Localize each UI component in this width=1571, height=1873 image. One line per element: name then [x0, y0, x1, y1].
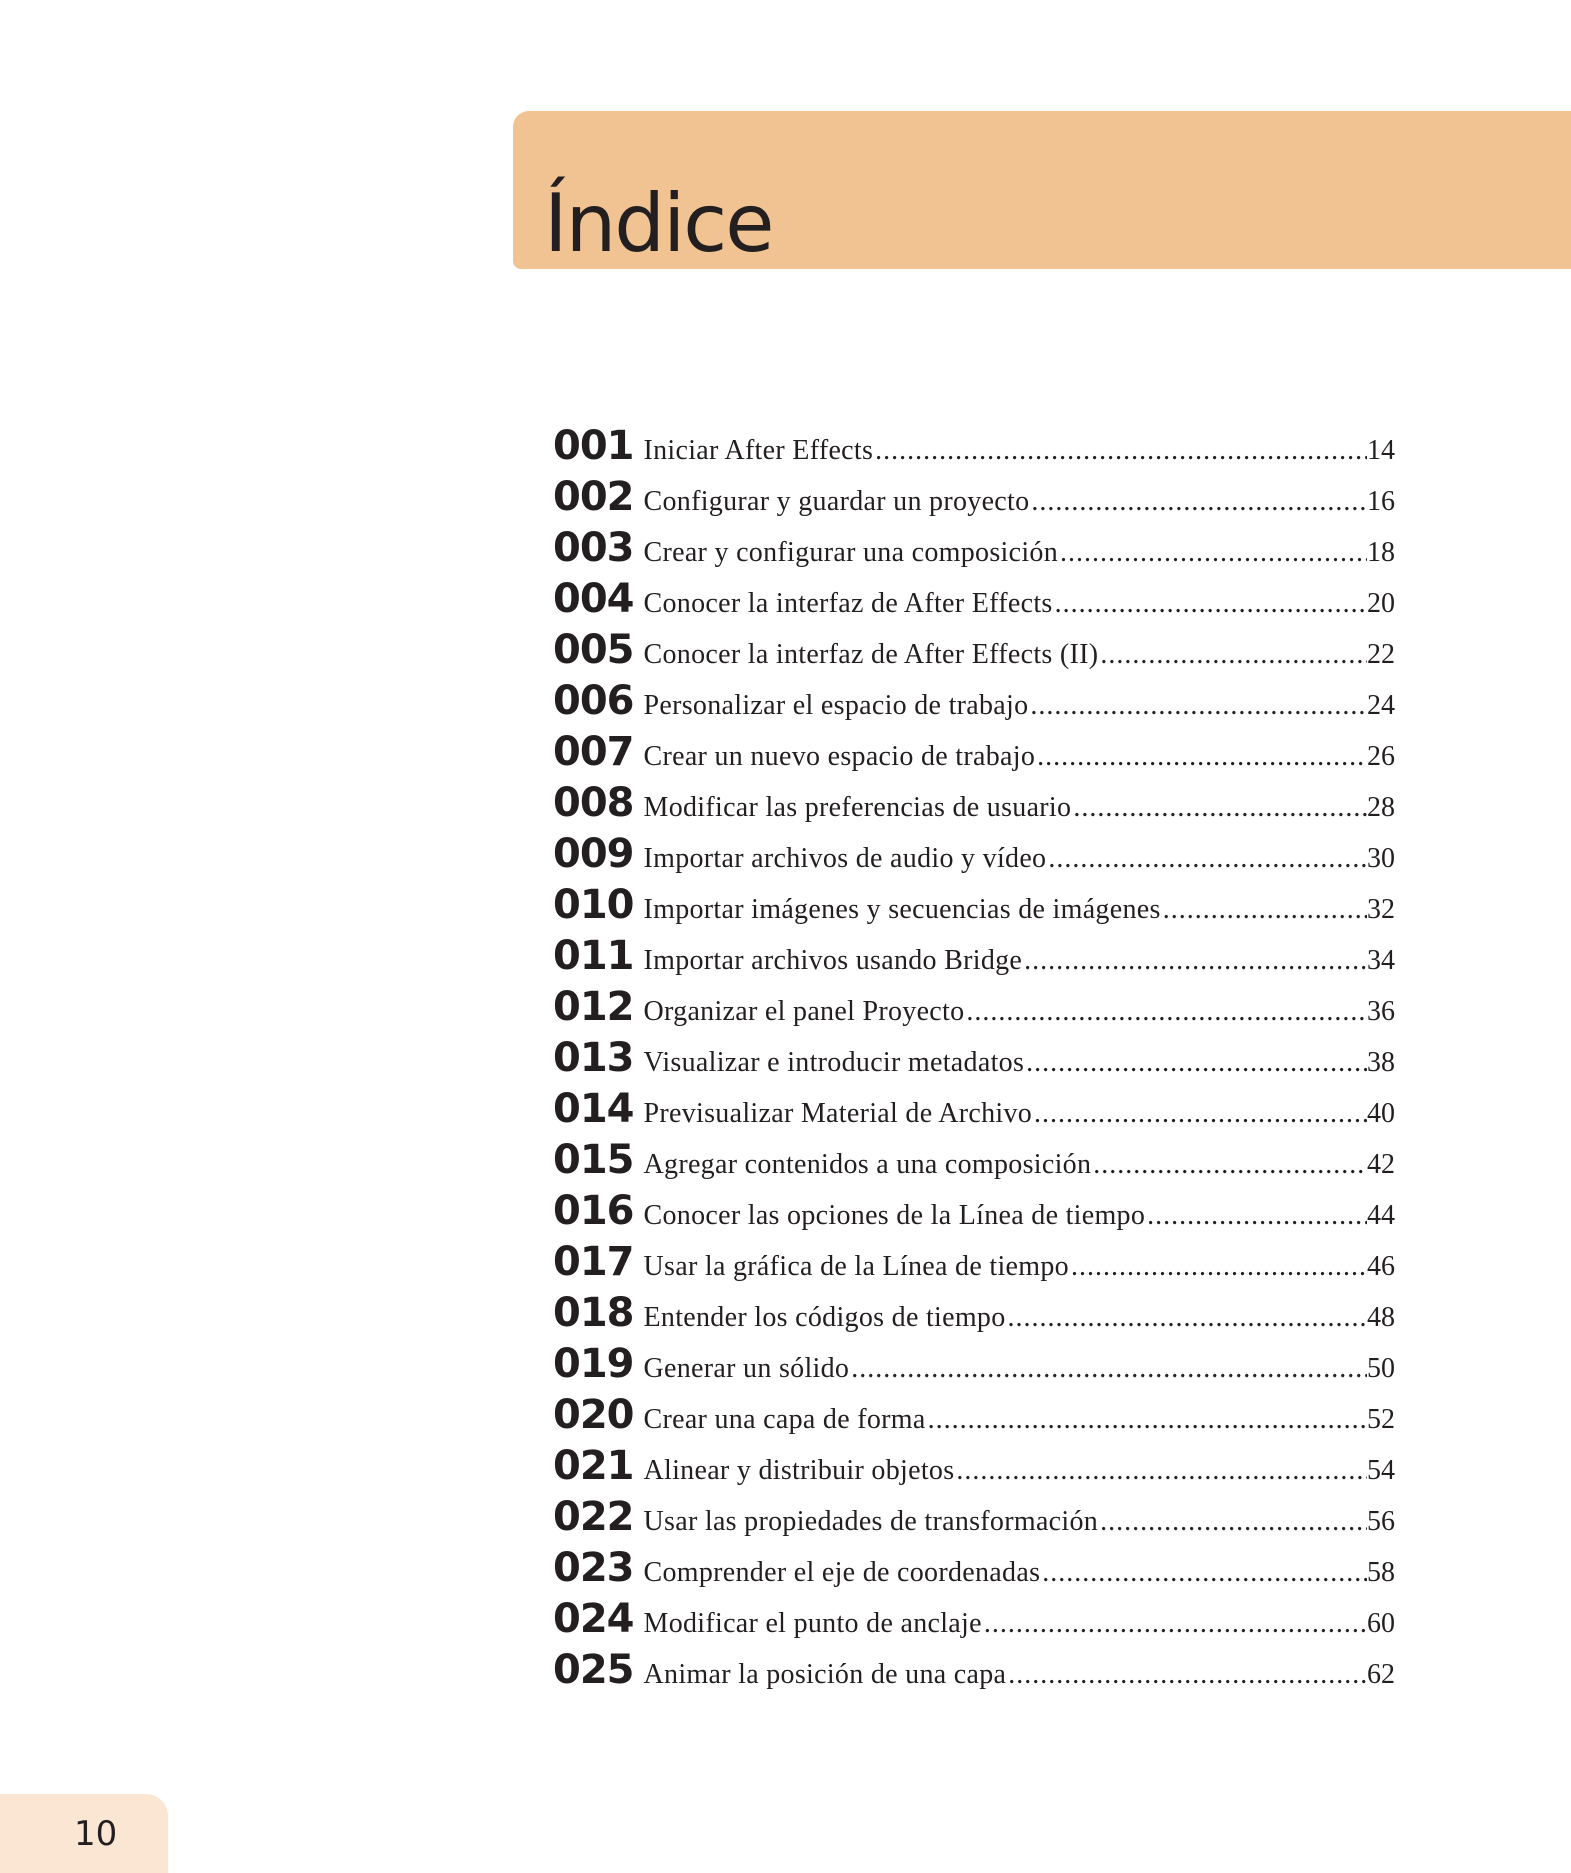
entry-page-number: 50 [1367, 1353, 1395, 1384]
toc-entry[interactable] [553, 1339, 1395, 1390]
dot-leader [1006, 1649, 1367, 1700]
entry-number: 009 [553, 831, 634, 877]
toc-entry[interactable] [553, 625, 1395, 676]
toc-entry[interactable] [553, 1084, 1395, 1135]
dot-leader [964, 986, 1367, 1037]
toc-entry[interactable] [553, 421, 1395, 472]
toc-entry[interactable] [553, 880, 1395, 931]
entry-title: Crear y configurar una composición [643, 537, 1059, 568]
entry-page-number: 18 [1367, 537, 1395, 568]
entry-title: Entender los códigos de tiempo [643, 1302, 1006, 1333]
dot-leader [1029, 476, 1367, 527]
dot-leader [1032, 1088, 1367, 1139]
entry-page-number: 40 [1367, 1098, 1395, 1129]
entry-number: 025 [553, 1647, 634, 1693]
entry-number: 022 [553, 1494, 634, 1540]
dot-leader [926, 1394, 1367, 1445]
dot-leader [1035, 731, 1367, 782]
toc-entry[interactable] [553, 829, 1395, 880]
toc-entry[interactable] [553, 523, 1395, 574]
entry-title: Personalizar el espacio de trabajo [643, 690, 1029, 721]
entry-page-number: 16 [1367, 486, 1395, 517]
entry-title: Iniciar After Effects [643, 435, 874, 466]
dot-leader [1058, 527, 1367, 578]
dot-leader [1161, 884, 1367, 935]
entry-title: Conocer las opciones de la Línea de tiempo [643, 1200, 1146, 1231]
entry-page-number: 32 [1367, 894, 1395, 925]
table-of-contents [553, 421, 1395, 1696]
entry-number: 017 [553, 1239, 634, 1285]
entry-number: 019 [553, 1341, 634, 1387]
entry-number: 018 [553, 1290, 634, 1336]
toc-entry[interactable] [553, 931, 1395, 982]
entry-number: 014 [553, 1086, 634, 1132]
dot-leader [1046, 833, 1367, 884]
entry-number: 013 [553, 1035, 634, 1081]
dot-leader [982, 1598, 1367, 1649]
entry-page-number: 14 [1367, 435, 1395, 466]
entry-number: 004 [553, 576, 634, 622]
entry-page-number: 22 [1367, 639, 1395, 670]
entry-page-number: 52 [1367, 1404, 1395, 1435]
toc-entry[interactable] [553, 982, 1395, 1033]
entry-title: Comprender el eje de coordenadas [643, 1557, 1041, 1588]
entry-number: 016 [553, 1188, 634, 1234]
entry-number: 015 [553, 1137, 634, 1183]
entry-number: 002 [553, 474, 634, 520]
dot-leader [1098, 629, 1367, 680]
entry-number: 023 [553, 1545, 634, 1591]
entry-number: 010 [553, 882, 634, 928]
entry-number: 001 [553, 423, 634, 469]
entry-page-number: 26 [1367, 741, 1395, 772]
dot-leader [849, 1343, 1367, 1394]
entry-number: 024 [553, 1596, 634, 1642]
entry-title: Organizar el panel Proyecto [643, 996, 965, 1027]
entry-number: 021 [553, 1443, 634, 1489]
entry-title: Animar la posición de una capa [643, 1659, 1007, 1690]
entry-page-number: 34 [1367, 945, 1395, 976]
entry-page-number: 62 [1367, 1659, 1395, 1690]
entry-page-number: 46 [1367, 1251, 1395, 1282]
entry-page-number: 24 [1367, 690, 1395, 721]
entry-title: Crear un nuevo espacio de trabajo [643, 741, 1036, 772]
toc-entry[interactable] [553, 1543, 1395, 1594]
entry-title: Alinear y distribuir objetos [643, 1455, 955, 1486]
entry-title: Importar archivos de audio y vídeo [643, 843, 1047, 874]
entry-page-number: 28 [1367, 792, 1395, 823]
dot-leader [1069, 1241, 1367, 1292]
entry-title: Conocer la interfaz de After Effects (II) [643, 639, 1099, 670]
dot-leader [1022, 935, 1367, 986]
entry-title: Importar imágenes y secuencias de imágenes [643, 894, 1161, 925]
entry-title: Visualizar e introducir metadatos [643, 1047, 1025, 1078]
dot-leader [1040, 1547, 1367, 1598]
entry-title: Crear una capa de forma [643, 1404, 926, 1435]
entry-number: 011 [553, 933, 634, 979]
toc-entry[interactable] [553, 1186, 1395, 1237]
entry-title: Modificar el punto de anclaje [643, 1608, 982, 1639]
dot-leader [954, 1445, 1367, 1496]
toc-entry[interactable] [553, 1594, 1395, 1645]
entry-page-number: 36 [1367, 996, 1395, 1027]
entry-page-number: 20 [1367, 588, 1395, 619]
entry-title: Agregar contenidos a una composición [643, 1149, 1092, 1180]
page-number: 10 [74, 1814, 118, 1854]
dot-leader [873, 425, 1367, 476]
toc-entry[interactable] [553, 472, 1395, 523]
toc-entry[interactable] [553, 778, 1395, 829]
dot-leader [1024, 1037, 1367, 1088]
entry-title: Generar un sólido [643, 1353, 850, 1384]
dot-leader [1028, 680, 1367, 731]
entry-page-number: 30 [1367, 843, 1395, 874]
dot-leader [1006, 1292, 1367, 1343]
entry-title: Importar archivos usando Bridge [643, 945, 1023, 976]
entry-title: Previsualizar Material de Archivo [643, 1098, 1033, 1129]
toc-entry[interactable] [553, 676, 1395, 727]
entry-number: 020 [553, 1392, 634, 1438]
entry-page-number: 54 [1367, 1455, 1395, 1486]
toc-entry[interactable] [553, 574, 1395, 625]
dot-leader [1053, 578, 1367, 629]
page-title: Índice [544, 177, 773, 270]
entry-title: Usar las propiedades de transformación [643, 1506, 1099, 1537]
entry-title: Conocer la interfaz de After Effects [643, 588, 1053, 619]
entry-page-number: 58 [1367, 1557, 1395, 1588]
toc-entry[interactable] [553, 1033, 1395, 1084]
toc-entry[interactable] [553, 1288, 1395, 1339]
entry-number: 005 [553, 627, 634, 673]
entry-number: 007 [553, 729, 634, 775]
dot-leader [1145, 1190, 1367, 1241]
toc-entry[interactable] [553, 1390, 1395, 1441]
dot-leader [1091, 1139, 1367, 1190]
entry-page-number: 60 [1367, 1608, 1395, 1639]
entry-title: Modificar las preferencias de usuario [643, 792, 1072, 823]
toc-entry[interactable] [553, 1135, 1395, 1186]
entry-number: 006 [553, 678, 634, 724]
entry-page-number: 44 [1367, 1200, 1395, 1231]
entry-number: 008 [553, 780, 634, 826]
entry-title: Configurar y guardar un proyecto [643, 486, 1030, 517]
toc-entry[interactable] [553, 1492, 1395, 1543]
entry-page-number: 38 [1367, 1047, 1395, 1078]
dot-leader [1098, 1496, 1367, 1547]
entry-number: 012 [553, 984, 634, 1030]
entry-page-number: 56 [1367, 1506, 1395, 1537]
toc-entry[interactable] [553, 1237, 1395, 1288]
entry-page-number: 42 [1367, 1149, 1395, 1180]
toc-entry[interactable] [553, 1645, 1395, 1696]
entry-page-number: 48 [1367, 1302, 1395, 1333]
toc-entry[interactable] [553, 727, 1395, 778]
toc-entry[interactable] [553, 1441, 1395, 1492]
dot-leader [1071, 782, 1367, 833]
entry-title: Usar la gráfica de la Línea de tiempo [643, 1251, 1069, 1282]
entry-number: 003 [553, 525, 634, 571]
